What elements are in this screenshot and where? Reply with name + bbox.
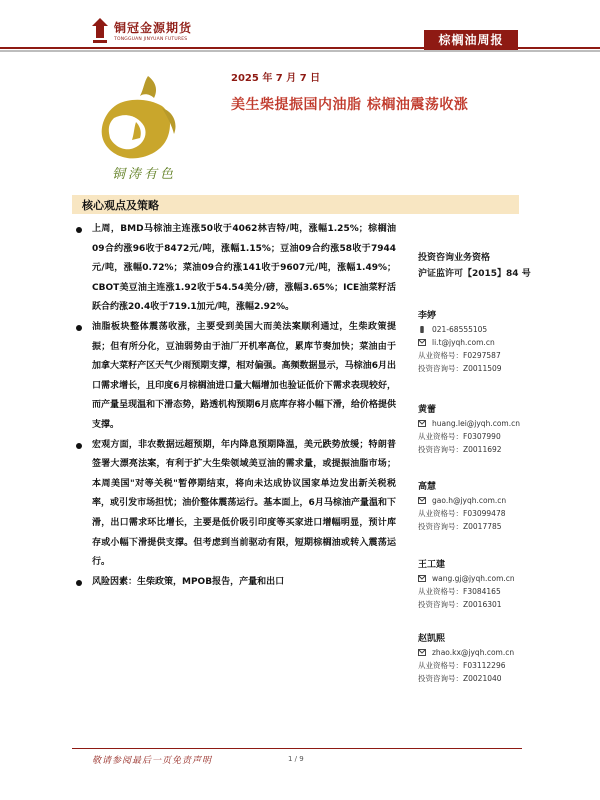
bullet-icon <box>76 443 82 449</box>
section-title: 核心观点及策略 <box>82 199 159 212</box>
analyst-consult-number: 投资咨询号：Z0011509 <box>418 364 502 373</box>
header-rule-gray <box>0 50 600 52</box>
analyst-card <box>418 402 538 456</box>
analyst-card <box>418 308 538 375</box>
analyst-card <box>418 557 538 611</box>
phone-icon <box>418 326 426 333</box>
analyst-email <box>418 572 538 585</box>
analyst-phone-text: 021-68555105 <box>432 325 488 334</box>
analyst-email-text[interactable]: wang.gj@jyqh.com.cn <box>432 574 515 583</box>
core-views-list <box>76 220 396 592</box>
calligraphy-text: 铜涛有色 <box>112 167 177 182</box>
mail-icon <box>418 339 426 346</box>
list-item <box>76 573 396 593</box>
bullet-icon <box>76 580 82 586</box>
list-item <box>76 436 396 573</box>
analyst-qualification: 从业资格号：F0307990 <box>418 432 501 441</box>
analyst-name: 高慧 <box>418 482 437 492</box>
analyst-email-text[interactable]: huang.lei@jyqh.com.cn <box>432 419 520 428</box>
analyst-email <box>418 646 538 659</box>
analyst-phone <box>418 323 538 336</box>
header-rule-red <box>0 47 600 49</box>
analyst-email-text[interactable]: li.t@jyqh.com.cn <box>432 338 495 347</box>
analyst-consult-number: 投资咨询号：Z0017785 <box>418 522 502 531</box>
analyst-consult-number: 投资咨询号：Z0011692 <box>418 445 502 454</box>
analyst-email <box>418 336 538 349</box>
license-number: 沪证监许可【2015】84 号 <box>418 269 531 279</box>
analyst-consult-number: 投资咨询号：Z0021040 <box>418 674 502 683</box>
bullet-text: 宏观方面，非农数据远超预期，年内降息预期降温，美元跌势放缓；特朗普签署大漂亮法案，有利于扩大生柴领域美豆油的需求量，或提振油脂市场；本周美国"对等关税"暂停期结束，将向未达成协议国家单边发出新关税税率，或引发市场担忧；油价整体震荡运行。基本面上，6月马棕油产量温和下滑，出口需求环比增长，主要是低价吸引印度等买家进口增幅明显，预计库存或小幅下滑提供支撑。但考虑到当前驱动有限，短期棕榈油或转入震荡运行。 <box>92 439 396 568</box>
analyst-qualification: 从业资格号：F3084165 <box>418 587 501 596</box>
analyst-consult-number: 投资咨询号：Z0016301 <box>418 600 502 609</box>
bullet-text: 上周，BMD马棕油主连涨50收于4062林吉特/吨，涨幅1.25%；棕榈油09合约涨96收于8472元/吨，涨幅1.15%；豆油09合约涨58收于7944元/吨，涨幅0.72%；菜油09合约涨141收于9607元/吨，涨幅1.49%；CBOT美豆油主连涨1.92收于54.54美分/磅，涨幅3.65%；ICE油菜籽活跃合约涨20.4收于719.1加元/吨，涨幅2.92%。 <box>92 224 396 313</box>
bullet-icon <box>76 325 82 331</box>
analyst-email <box>418 494 538 507</box>
footer-disclaimer: 敬请参阅最后一页免责声明 <box>92 756 213 766</box>
list-item <box>76 318 396 436</box>
mail-icon <box>418 575 426 582</box>
analyst-qualification: 从业资格号：F03099478 <box>418 509 506 518</box>
analyst-qualification: 从业资格号：F0297587 <box>418 351 501 360</box>
analyst-name: 李婷 <box>418 311 437 321</box>
analyst-email-text[interactable]: gao.h@jyqh.com.cn <box>432 496 507 505</box>
report-type-tab: 棕榈油周报 <box>424 30 518 50</box>
mail-icon <box>418 649 426 656</box>
bullet-text: 风险因素：生柴政策，MPOB报告，产量和出口 <box>92 576 285 587</box>
analyst-qualification: 从业资格号：F03112296 <box>418 661 506 670</box>
analyst-card <box>418 631 538 685</box>
analyst-name: 黄蕾 <box>418 405 437 415</box>
report-title: 美生柴提振国内油脂 棕榈油震荡收涨 <box>231 97 469 113</box>
mail-icon <box>418 420 426 427</box>
logo-emblem-icon <box>88 16 112 46</box>
company-name: 铜冠金源期货 <box>114 21 193 35</box>
report-date: 2025 年 7 月 7 日 <box>231 73 321 84</box>
footer-rule <box>72 748 522 749</box>
bullet-text: 油脂板块整体震荡收涨，主要受到美国大而美法案顺利通过，生柴政策提振；但有所分化，豆油弱势由于油厂开机率高位，累库节奏加快；菜油由于加拿大菜籽产区天气少雨预期支撑，相对偏强。高频数据显示，马棕油6月出口需求增长，且印度6月棕榈油进口量大幅增加也验证低价下需求表现较好，而产量呈现温和下滑态势，路透机构预期6月底库存将小幅下滑，给价格提供支撑。 <box>92 321 396 430</box>
page-number: 1 / 9 <box>288 755 304 763</box>
analyst-email <box>418 417 538 430</box>
analyst-name: 王工建 <box>418 560 446 570</box>
company-name-en: TONGGUAN JINYUAN FUTURES <box>114 37 188 42</box>
bullet-icon <box>76 227 82 233</box>
analyst-card <box>418 479 538 533</box>
analyst-email-text[interactable]: zhao.kx@jyqh.com.cn <box>432 648 515 657</box>
list-item <box>76 220 396 318</box>
license-label: 投资咨询业务资格 <box>418 253 491 263</box>
analyst-name: 赵凯熙 <box>418 634 446 644</box>
mail-icon <box>418 497 426 504</box>
